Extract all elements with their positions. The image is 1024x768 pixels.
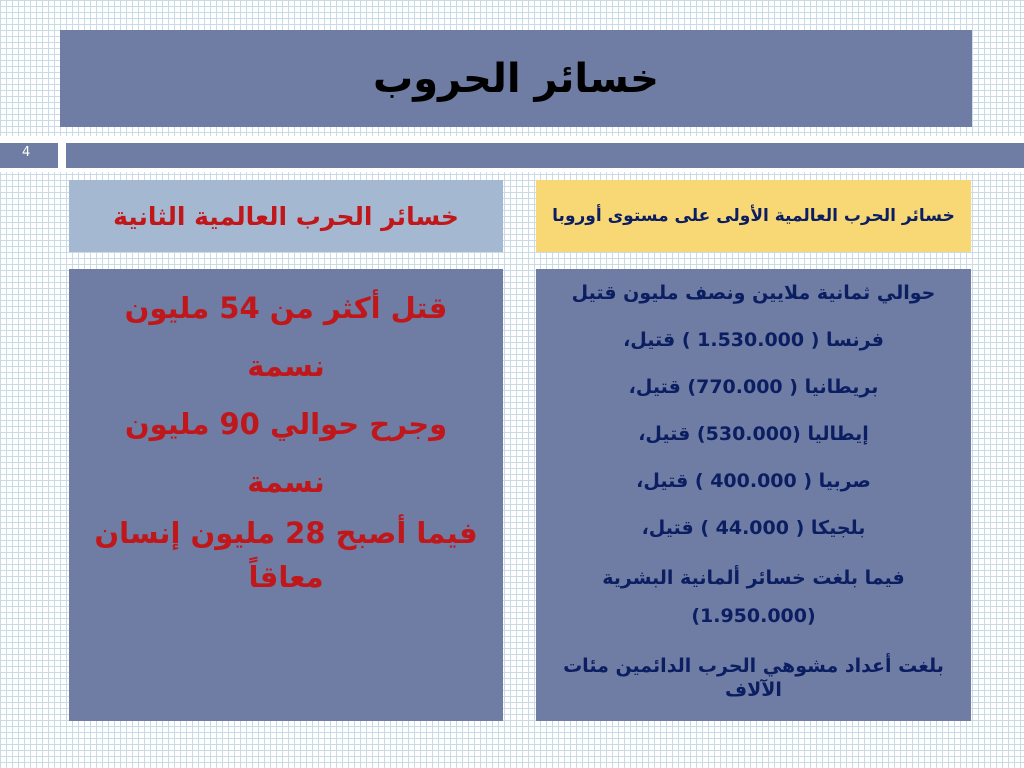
ww2-heading: خسائر الحرب العالمية الثانية — [113, 201, 459, 231]
ww1-panel — [536, 269, 971, 721]
ww1-heading-box — [536, 180, 971, 252]
ww2-line: وجرح حوالي 90 مليون نسمة — [124, 407, 448, 499]
ww2-line: فيما أصبح 28 مليون إنسان — [94, 516, 478, 550]
ww1-line: صربيا ( 400.000 ) قتيل، — [636, 470, 871, 492]
ww1-heading: خسائر الحرب العالمية الأولى على مستوى أوروبا — [552, 206, 955, 226]
ww1-line: حوالي ثمانية ملايين ونصف مليون قتيل — [571, 282, 936, 304]
ww1-line: بريطانيا ( 770.000) قتيل، — [628, 376, 879, 398]
ww2-heading-box — [69, 180, 503, 252]
slide-title: خسائر الحروب — [373, 55, 659, 102]
slide-number: 4 — [22, 145, 31, 160]
ww1-line: فيما بلغت خسائر ألمانية البشرية (1.950.000) — [602, 567, 905, 627]
ww1-line: إيطاليا (530.000) قتيل، — [638, 423, 869, 445]
ww2-panel — [69, 269, 503, 721]
divider-bar — [66, 143, 1024, 168]
title-bar — [60, 30, 972, 127]
ww2-line: قتل أكثر من 54 مليون نسمة — [124, 291, 448, 383]
ww1-line: بلجيكا ( 44.000 ) قتيل، — [641, 517, 866, 539]
ww1-line: بلغت أعداد مشوهي الحرب الدائمين مئات الآلاف — [563, 655, 944, 701]
ww1-line: فرنسا ( 1.530.000 ) قتيل، — [623, 329, 884, 351]
ww2-line: معاقاً — [248, 560, 324, 594]
